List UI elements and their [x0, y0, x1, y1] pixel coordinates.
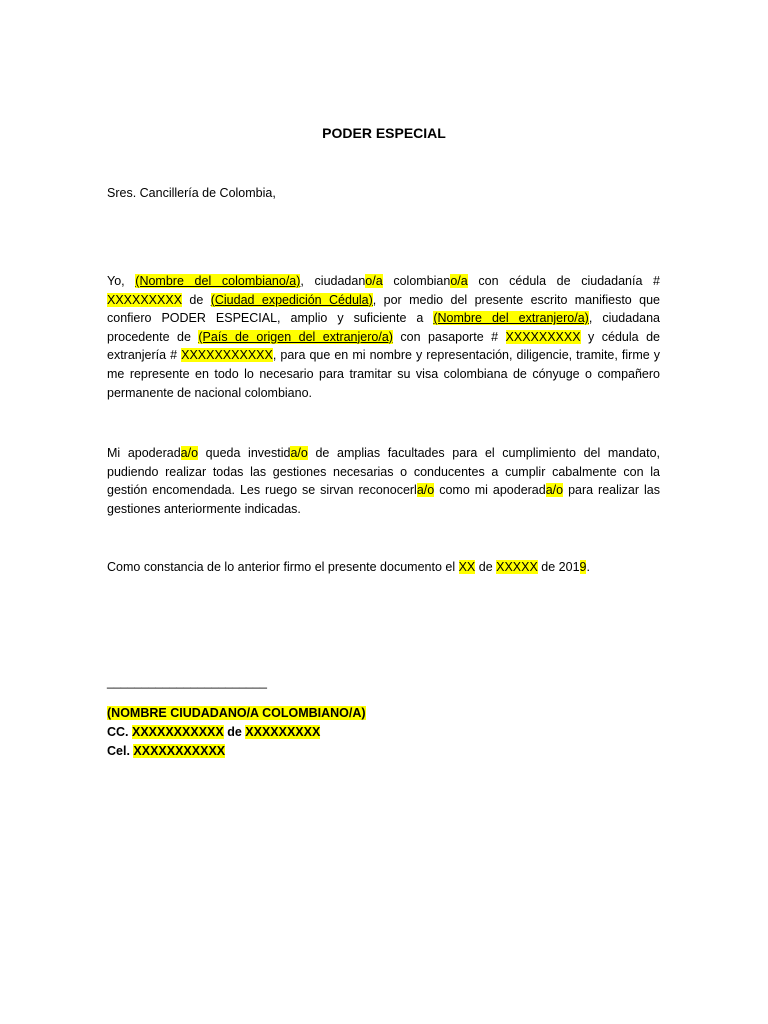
p1-text-6: , por medio del presente escrito manifiesto que confiero PODER ESPECIAL, amplio y suficiente a — [107, 292, 660, 326]
p1-text-4: con cédula de ciudadanía # — [467, 274, 661, 288]
placeholder-cedula-number: XXXXXXXXX — [107, 292, 183, 307]
p1-text-9: y cédula de extranjería # — [107, 329, 660, 363]
p2-text-4: como mi apoderad — [434, 483, 546, 498]
signature-line: _______________________ — [107, 675, 267, 689]
cc-city-placeholder: XXXXXXXXX — [245, 725, 321, 739]
placeholder-gender-3: a/o — [180, 446, 199, 460]
placeholder-passport-number: XXXXXXXXX — [505, 329, 581, 344]
p1-text-1: Yo, — [107, 274, 136, 288]
salutation: Sres. Cancillería de Colombia, — [107, 186, 276, 200]
paragraph-date — [107, 558, 660, 577]
placeholder-day: XX — [458, 560, 476, 574]
placeholder-foreigner-name: (Nombre del extranjero/a) — [433, 311, 589, 326]
paragraph-powers — [107, 444, 660, 518]
cel-number-placeholder: XXXXXXXXXXX — [133, 744, 226, 758]
p1-text-5: de — [182, 292, 211, 307]
signer-name-placeholder: (NOMBRE CIUDADANO/A COLOMBIANO/A) — [107, 706, 366, 720]
p3-text-4: . — [586, 560, 590, 574]
cc-de-label: de — [223, 725, 246, 739]
placeholder-year-digit: 9 — [579, 560, 587, 574]
p3-text-3: de 201 — [537, 560, 580, 574]
p1-text-3: colombian — [382, 274, 451, 288]
p1-text-2: , ciudadan — [300, 274, 366, 288]
placeholder-gender-5: a/o — [416, 483, 435, 498]
placeholder-colombian-name: (Nombre del colombiano/a) — [135, 274, 301, 288]
p1-text-7: , ciudadana procedente de — [107, 311, 661, 344]
cc-label: CC. — [107, 725, 132, 739]
p2-text-1: Mi apoderad — [107, 446, 181, 460]
paragraph-mandate — [107, 272, 660, 402]
placeholder-foreigner-id-number: XXXXXXXXXXX — [181, 348, 273, 363]
cel-label: Cel. — [107, 744, 134, 758]
placeholder-gender-4: a/o — [290, 446, 308, 460]
document-title: PODER ESPECIAL — [322, 125, 446, 141]
placeholder-origin-country: (País de origen del extranjero/a) — [198, 329, 393, 344]
placeholder-cedula-city: (Ciudad expedición Cédula) — [210, 292, 373, 307]
placeholder-gender-1: o/a — [365, 274, 383, 288]
signature-block — [107, 704, 366, 761]
p2-text-2: queda investid — [198, 446, 291, 460]
placeholder-gender-2: o/a — [450, 274, 468, 288]
cc-number-placeholder: XXXXXXXXXXX — [132, 725, 224, 739]
p3-text-2: de — [475, 560, 497, 574]
placeholder-gender-6: a/o — [545, 483, 564, 498]
p3-text-1: Como constancia de lo anterior firmo el presente documento el — [107, 560, 459, 574]
p1-text-10: , para que en mi nombre y representación, diligencie, tramite, firme y me represente en todo lo necesario para tramitar su visa colombiana de cónyuge o compañero permanente de nacional colombiano. — [107, 348, 660, 400]
p1-text-8: con pasaporte # — [392, 329, 506, 344]
p2-text-3: de amplias facultades para el cumplimiento del mandato, pudiendo realizar todas las gestiones necesarias o conducentes a cumplir cabalmente con la gestión encomendada. Les ruego se sirvan reconocerl — [107, 446, 660, 498]
placeholder-month: XXXXX — [496, 560, 538, 574]
p2-text-5: para realizar las gestiones anteriormente indicadas. — [107, 483, 660, 516]
